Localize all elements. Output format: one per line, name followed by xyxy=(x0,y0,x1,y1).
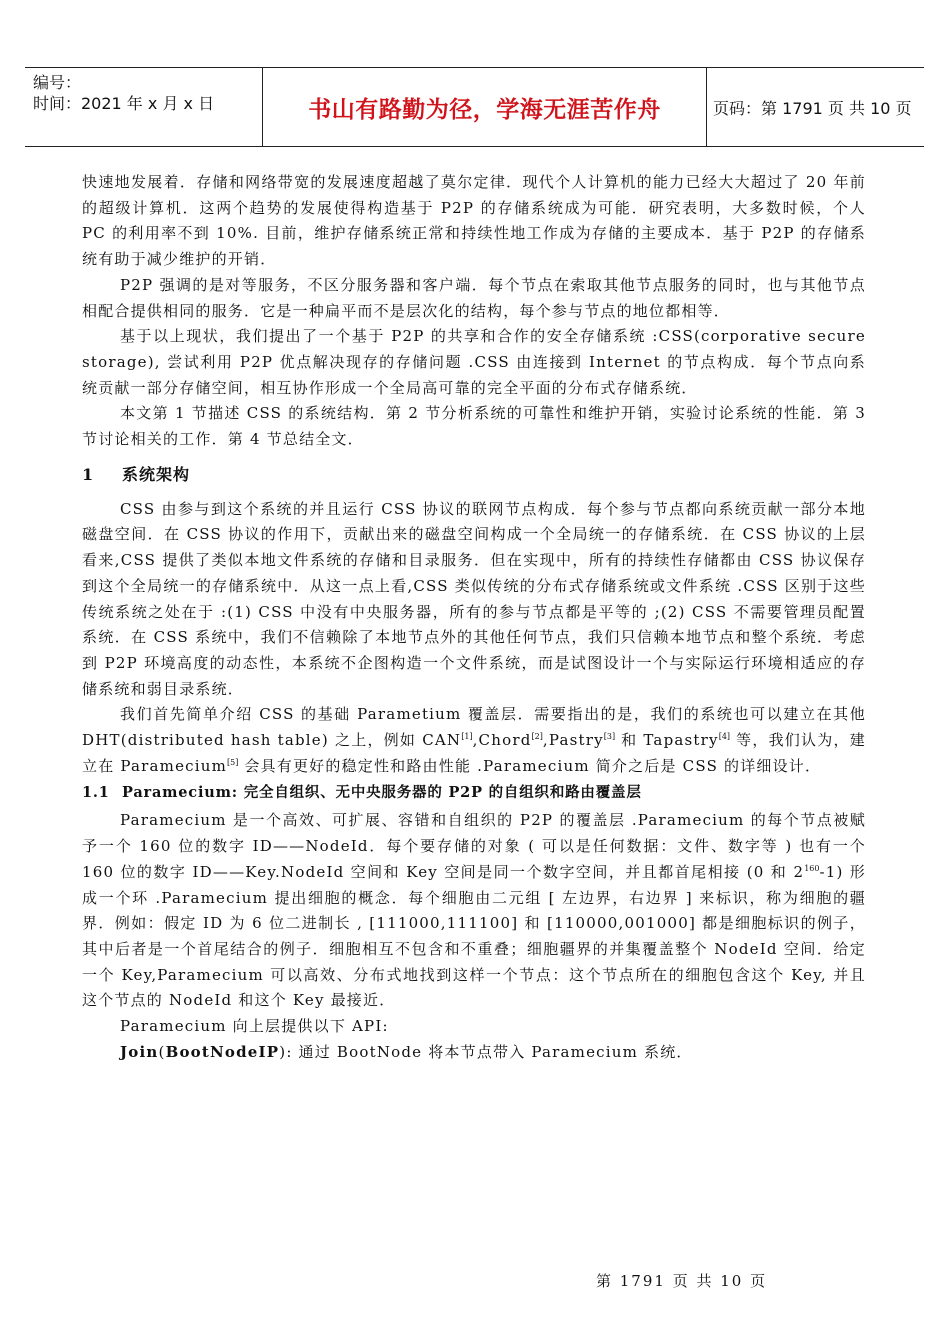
text-run: 会具有更好的稳定性和路由性能 .Paramecium 简介之后是 CSS 的详细设计． xyxy=(238,756,822,775)
text-run: Paramecium 是一个高效、可扩展、容错和自组织的 P2P 的覆盖层 .Paramecium 的每个节点被赋予一个 160 位的数字 ID——NodeId．每个要存储的对象 ( 可以是任何数据：文件、数字等 ) 也有一个 160 位的数字 ID——Key.NodeId 空间和 Key 空间是同一个数字空间，并且都首尾相接 (0 和 2 xyxy=(82,811,866,881)
header-date: 时间：2021 年 x 月 x 日 xyxy=(33,94,215,113)
text-run: ,Chord xyxy=(472,731,532,750)
citation: [5] xyxy=(227,757,239,767)
text-run: 我们首先简单介绍 CSS 的基础 Parametium 覆盖层．需要指出的是，我们的系统也可以建立在其他 DHT(distributed hash table) 之上，例如 CAN xyxy=(82,705,866,750)
subsection-title-term: Paramecium xyxy=(122,784,232,802)
text-run: 等，我们认为，建立在 Paramecium xyxy=(82,731,867,775)
paragraph-2: P2P 强调的是对等服务，不区分服务器和客户端．每个节点在索取其他节点服务的同时，也与其他节点相配合提供相同的服务．它是一种扁平而不是层次化的结构，每个参与节点的地位都相等． xyxy=(82,275,866,320)
header-number: 编号： xyxy=(33,73,82,92)
header-meta xyxy=(33,72,253,114)
paragraph-5: CSS 由参与到这个系统的并且运行 CSS 协议的联网节点构成．每个参与节点都向系统贡献一部分本地磁盘空间．在 CSS 协议的作用下，贡献出来的磁盘空间构成一个全局统一的存储系统．在 CSS 协议的上层看来,CSS 提供了类似本地文件系统的存储和目录服务．但在实现中，所有的持续性存储都由 CSS 协议保存到这个全局统一的存储系统中．从这一点上看,CSS 类似传统的分布式存储系统或文件系统 .CSS 区别于这些传统系统之处在于 :(1) CSS 中没有中央服务器，所有的参与节点都是平等的 ;(2) CSS 不需要管理员配置系统．在 CSS 系统中，我们不信赖除了本地节点外的其他任何节点，我们只信赖本地节点和整个系统．考虑到 P2P 环境高度的动态性，本系统不企图构造一个文件系统，而是试图设计一个与实际运行环境相适应的存储系统和弱目录系统． xyxy=(82,499,866,698)
paragraph-4: 本文第 1 节描述 CSS 的系统结构．第 2 节分析系统的可靠性和维护开销，实验讨论系统的性能．第 3 节讨论相关的工作．第 4 节总结全文． xyxy=(82,404,866,449)
document-body xyxy=(82,170,866,1066)
section-1-1-heading xyxy=(82,780,866,806)
citation: [1] xyxy=(461,732,473,742)
citation: [2] xyxy=(531,732,543,742)
api-argument: BootNodeIP xyxy=(165,1042,280,1061)
section-number: 1 xyxy=(82,464,95,484)
subsection-number: 1.1 xyxy=(82,784,110,802)
paren: ) xyxy=(279,1042,287,1061)
header-motto: 书山有路勤为径，学海无涯苦作舟 xyxy=(262,68,707,146)
citation: [3] xyxy=(603,732,616,742)
section-title: 系统架构 xyxy=(122,464,191,484)
paragraph-3: 基于以上现状，我们提出了一个基于 P2P 的共享和合作的安全存储系统 :CSS(corporative secure storage), 尝试利用 P2P 优点解决现存的存储问题 .CSS 由连接到 Internet 的节点构成．每个节点向系统贡献一部分存储空间，相互协作形成一个全局高可靠的完全平面的分布式存储系统． xyxy=(82,327,866,397)
subsection-title: : 完全自组织、无中央服务器的 P2P 的自组织和路由覆盖层 xyxy=(231,784,642,802)
text-run: -1) 形成一个环 .Paramecium 提出细胞的概念．每个细胞由二元组 [ 左边界，右边界 ] 来标识，称为细胞的疆界．例如：假定 ID 为 6 位二进制长 , [111000,111100] 和 [110000,001000] 都是细胞标识的例子，其中后者是一个首尾结合的例子．细胞相互不包含和不重叠；细胞疆界的并集覆盖整个 NodeId 空间．给定一个 Key,Paramecium 可以高效、分布式地找到这样一个节点：这个节点所在的细胞包含这个 Key, 并且这个节点的 NodeId 和这个 Key 最接近． xyxy=(82,862,866,1010)
text-run: ,Pastry xyxy=(542,731,604,750)
header-page-code: 页码：第 1791 页 共 10 页 xyxy=(713,98,912,118)
paragraph-8: Paramecium 向上层提供以下 API: xyxy=(120,1017,389,1036)
citation: [4] xyxy=(718,732,731,742)
exponent: 160 xyxy=(804,863,820,873)
text-run: 和 Tapastry xyxy=(615,731,719,750)
api-function-name: Join xyxy=(120,1042,159,1061)
paragraph-7 xyxy=(82,808,866,1014)
paren: ( xyxy=(158,1042,166,1061)
paragraph-6 xyxy=(82,702,866,779)
api-join xyxy=(82,1040,866,1066)
text-run: : 通过 BootNode 将本节点带入 Paramecium 系统． xyxy=(286,1042,693,1061)
paragraph-1: 快速地发展着．存储和网络带宽的发展速度超越了莫尔定律．现代个人计算机的能力已经大大超过了 20 年前的超级计算机．这两个趋势的发展使得构造基于 P2P 的存储系统成为可能．研究表明，大多数时候，个人 PC 的利用率不到 10%. 目前，维护存储系统正常和持续性地工作成为存储的主要成本．基于 P2P 的存储系统有助于减少维护的开销． xyxy=(82,173,866,269)
section-1-heading xyxy=(82,462,866,488)
page-footer: 第 1791 页 共 10 页 xyxy=(596,1272,768,1290)
page-header xyxy=(25,67,924,147)
